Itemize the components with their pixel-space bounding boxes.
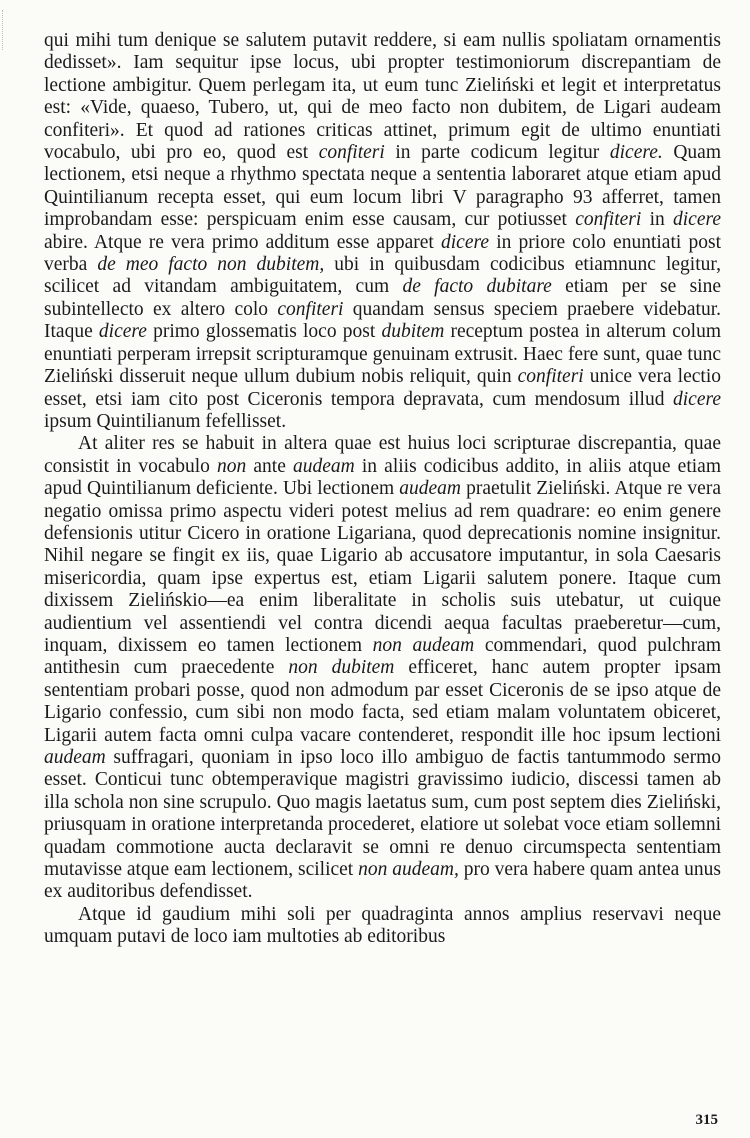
italic-run: dicere <box>673 209 721 231</box>
text-run: quandam sensus speciem praebere videbatur. Itaque <box>44 298 721 343</box>
italic-run: de facto dubitare <box>402 276 552 298</box>
paragraph-3 <box>44 904 721 949</box>
italic-run: non <box>217 455 247 477</box>
italic-run: confiteri <box>517 366 584 388</box>
italic-run: confiteri <box>575 209 642 231</box>
italic-run: dicere. <box>609 142 663 164</box>
italic-run: dicere <box>441 231 489 253</box>
text-run: commendari, quod pulchram antithesin cum praecedente <box>44 634 721 679</box>
text-run: receptum postea in alterum colum enuntiati perperam irrepsit scripturamque genuinam extrusit. Haec fere sunt, quae tunc Zieliński disseruit neque ullum dubium nobis reliquit, quin <box>44 321 721 388</box>
italic-run: audeam <box>44 747 106 768</box>
text-run: primo glossematis loco post <box>146 321 382 343</box>
page-edge-mark <box>2 10 7 50</box>
italic-run: dicere <box>98 321 147 343</box>
text-run: abire. Atque re vera primo additum esse apparet <box>44 231 441 253</box>
italic-run: dubitem <box>381 321 445 343</box>
text-run: suffragari, quoniam in ipso loco illo ambiguo de factis tantummodo sermo esset. Conticui tunc obtemperavique magistri gravissimo iudicio, discessi tamen ab illa schola non sine scrupulo. Quo magis laetatus sum, cum post septem dies Zieliński, priusquam in oratione interpretanda procederet, elatiore ut solebat voce etiam sollemni quadam commotione aucta declaravit se omni re denuo circumspecta sententiam mutavisse atque eam lectionem, scilicet <box>44 747 721 881</box>
text-run: ante <box>246 455 294 477</box>
text-run: etiam per se sine subintellecto ex altero colo <box>44 276 721 320</box>
italic-run: non dubitem <box>288 657 395 679</box>
page-number: 315 <box>695 1112 718 1128</box>
italic-run: audeam <box>293 455 355 477</box>
italic-run: non audeam <box>372 634 475 656</box>
italic-run: audeam <box>399 478 462 500</box>
text-run: Quam lectionem, etsi neque a rhythmo spectata neque a sententia laboraret atque etiam apud Quintilianum recepta esset, qui eum locum libri V paragrapho 93 afferret, tamen improbandam esse: perspicuam enim esse causam, cur potiusset <box>44 142 722 231</box>
text-run: At aliter res se habuit in altera quae est huius loci scripturae discrepantia, quae consistit in vocabulo <box>44 433 721 477</box>
page-body <box>44 30 721 949</box>
text-run: in aliis codicibus addito, in aliis atque etiam apud Quintilianum deficiente. Ubi lectionem <box>44 455 721 500</box>
text-run: unice vera lectio esset, etsi iam cito post Ciceronis tempora depravata, cum mendosum illud <box>44 366 721 410</box>
text-run: ipsum Quintilianum fefellisset. <box>44 410 287 432</box>
text-run: in parte codicum legitur <box>384 142 610 164</box>
italic-run: non audeam, <box>358 859 459 881</box>
text-run: in priore colo enuntiati post verba <box>44 231 721 276</box>
paragraph-2 <box>44 433 721 904</box>
italic-run: dicere <box>673 388 721 410</box>
text-run: Atque id gaudium mihi soli per quadraginta annos amplius reservavi neque umquam putavi de loco iam multoties ab editoribus <box>44 903 721 948</box>
italic-run: confiteri <box>318 142 385 164</box>
text-run: ubi in quibusdam codicibus etiamnunc legitur, scilicet ad vitandam ambiguitatem, cum <box>44 254 721 298</box>
italic-run: de meo facto non dubitem, <box>97 254 325 276</box>
text-run: qui mihi tum denique se salutem putavit reddere, si eam nullis spoliatam ornamentis dedisset». Iam sequitur ipse locus, ubi propter testimoniorum discrepantiam de lectione ambigitur. Quem perlegam ita, ut eum tunc Zieliński et legit et interpretatus est: «Vide, quaeso, Tubero, ut, qui de meo facto non dubitem, de Ligari audeam confiteri». Et quod ad rationes criticas attinet, primum egit de ultimo enuntiati vocabulo, ubi pro eo, quod est <box>44 30 721 164</box>
text-run: in <box>641 209 673 231</box>
paragraph-1 <box>44 30 721 433</box>
text-run: efficeret, hanc autem propter ipsam sententiam probari posse, quod non admodum par esset Ciceronis de se ipso atque de Ligario confessio, cum sibi non modo facta, sed etiam malam voluntatem obiceret, Ligarii autem facta omni culpa vacare contenderet, respondit ille hoc ipsum lectioni <box>44 657 721 746</box>
italic-run: confiteri <box>277 298 344 320</box>
text-run: praetulit Zieliński. Atque re vera negatio omissa primo aspectu videri potest melius ad rem quadrare: eo enim genere defensionis utitur Cicero in oratione Ligariana, quod deprecationis nomine insignitur. Nihil negare se fingit ex iis, quae Ligario ab accusatore imputantur, in sola Caesaris misericordia, quam ipse expertus est, etiam Ligarii salutem ponere. Itaque cum dixissem Zielińskio—ea enim liberalitate in scholis suis utebatur, ut cuique audientium vel assentiendi vel contra dicendi aequa facultas praeberetur—cum, inquam, dixissem eo tamen lectionem <box>44 478 721 656</box>
text-run: pro vera habere quam antea unus ex auditoribus defendisset. <box>44 859 721 903</box>
